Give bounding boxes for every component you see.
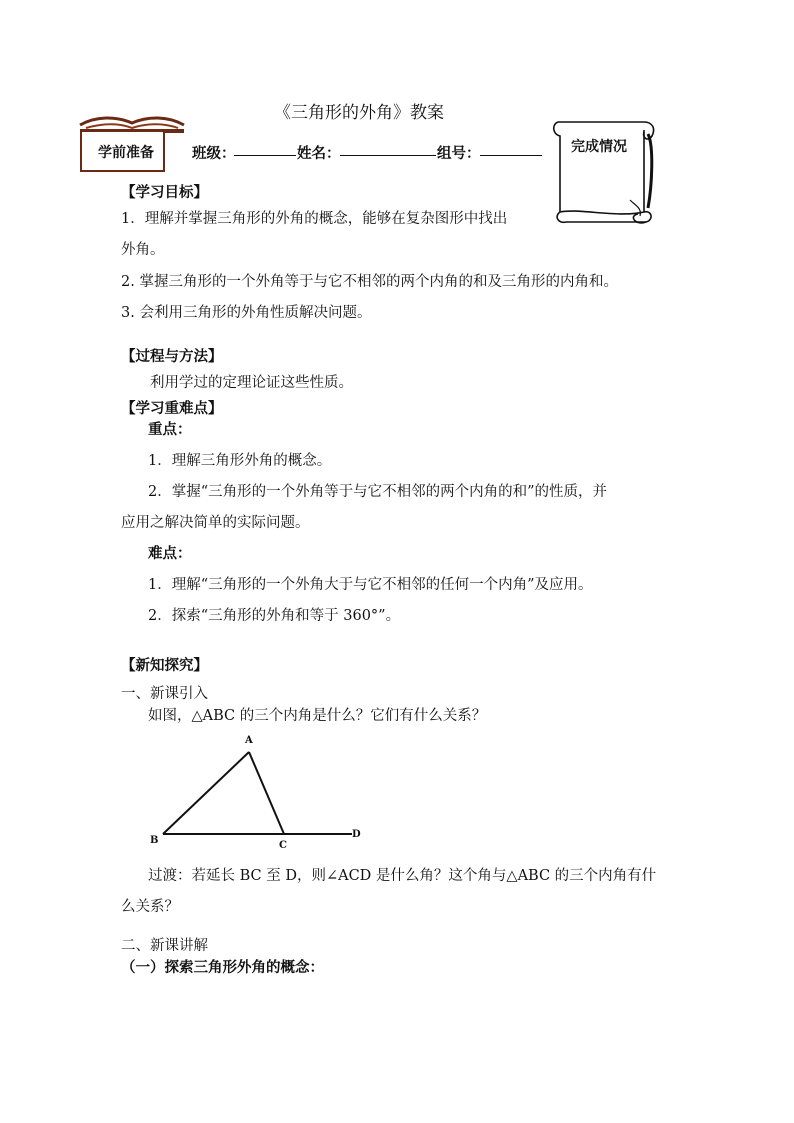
hard-label: 难点： bbox=[148, 545, 192, 562]
key-item-2b: 应用之解决简单的实际问题。 bbox=[121, 515, 310, 531]
objective-2: 2. 掌握三角形的一个外角等于与它不相邻的两个内角的和及三角形的内角和。 bbox=[121, 274, 618, 290]
prep-label-box bbox=[80, 130, 165, 172]
objective-3: 3. 会利用三角形的外角性质解决问题。 bbox=[121, 305, 372, 321]
transition-text-a: 过渡：若延长 BC 至 D，则∠ACD 是什么角？这个角与△ABC 的三个内角有什 bbox=[148, 868, 657, 884]
sub-1-heading: （一）探索三角形外角的概念： bbox=[121, 959, 324, 976]
hard-item-1: 1．理解“三角形的一个外角大于与它不相邻的任何一个内角”及应用。 bbox=[148, 577, 593, 593]
vertex-label-b: B bbox=[150, 835, 159, 846]
process-heading: 【过程与方法】 bbox=[121, 348, 223, 365]
prep-label: 学前准备 bbox=[98, 145, 154, 161]
vertex-label-d: D bbox=[352, 829, 361, 840]
group-label: 组号： bbox=[437, 145, 481, 162]
triangle-figure bbox=[145, 732, 375, 852]
vertex-label-a: A bbox=[245, 735, 253, 746]
class-label: 班级： bbox=[192, 145, 236, 162]
objectives-heading: 【学习目标】 bbox=[121, 184, 208, 201]
objective-1b: 外角。 bbox=[121, 242, 165, 258]
process-text: 利用学过的定理论证这些性质。 bbox=[150, 375, 353, 391]
key-item-1: 1．理解三角形外角的概念。 bbox=[148, 453, 332, 469]
group-field[interactable] bbox=[480, 141, 542, 156]
scroll-icon bbox=[548, 116, 660, 228]
status-label: 完成情况 bbox=[571, 139, 627, 155]
vertex-label-c: C bbox=[279, 840, 287, 851]
part-1-heading: 一、新课引入 bbox=[121, 686, 208, 702]
explore-heading: 【新知探究】 bbox=[121, 657, 208, 674]
transition-text-b: 么关系？ bbox=[121, 899, 179, 915]
class-field[interactable] bbox=[234, 141, 296, 156]
part-2-heading: 二、新课讲解 bbox=[121, 938, 208, 954]
key-label: 重点： bbox=[148, 421, 192, 438]
key-item-2a: 2．掌握“三角形的一个外角等于与它不相邻的两个内角的和”的性质，并 bbox=[148, 484, 608, 500]
name-field[interactable] bbox=[340, 141, 436, 156]
page-title: 《三角形的外角》教案 bbox=[274, 103, 444, 123]
objective-1a: 1．理解并掌握三角形的外角的概念，能够在复杂图形中找出 bbox=[121, 211, 508, 227]
intro-question: 如图，△ABC 的三个内角是什么？它们有什么关系？ bbox=[148, 708, 487, 724]
hard-item-2: 2．探索“三角形的外角和等于 360°”。 bbox=[148, 608, 401, 624]
keypoints-heading: 【学习重难点】 bbox=[121, 400, 223, 417]
name-label: 姓名： bbox=[297, 145, 341, 162]
